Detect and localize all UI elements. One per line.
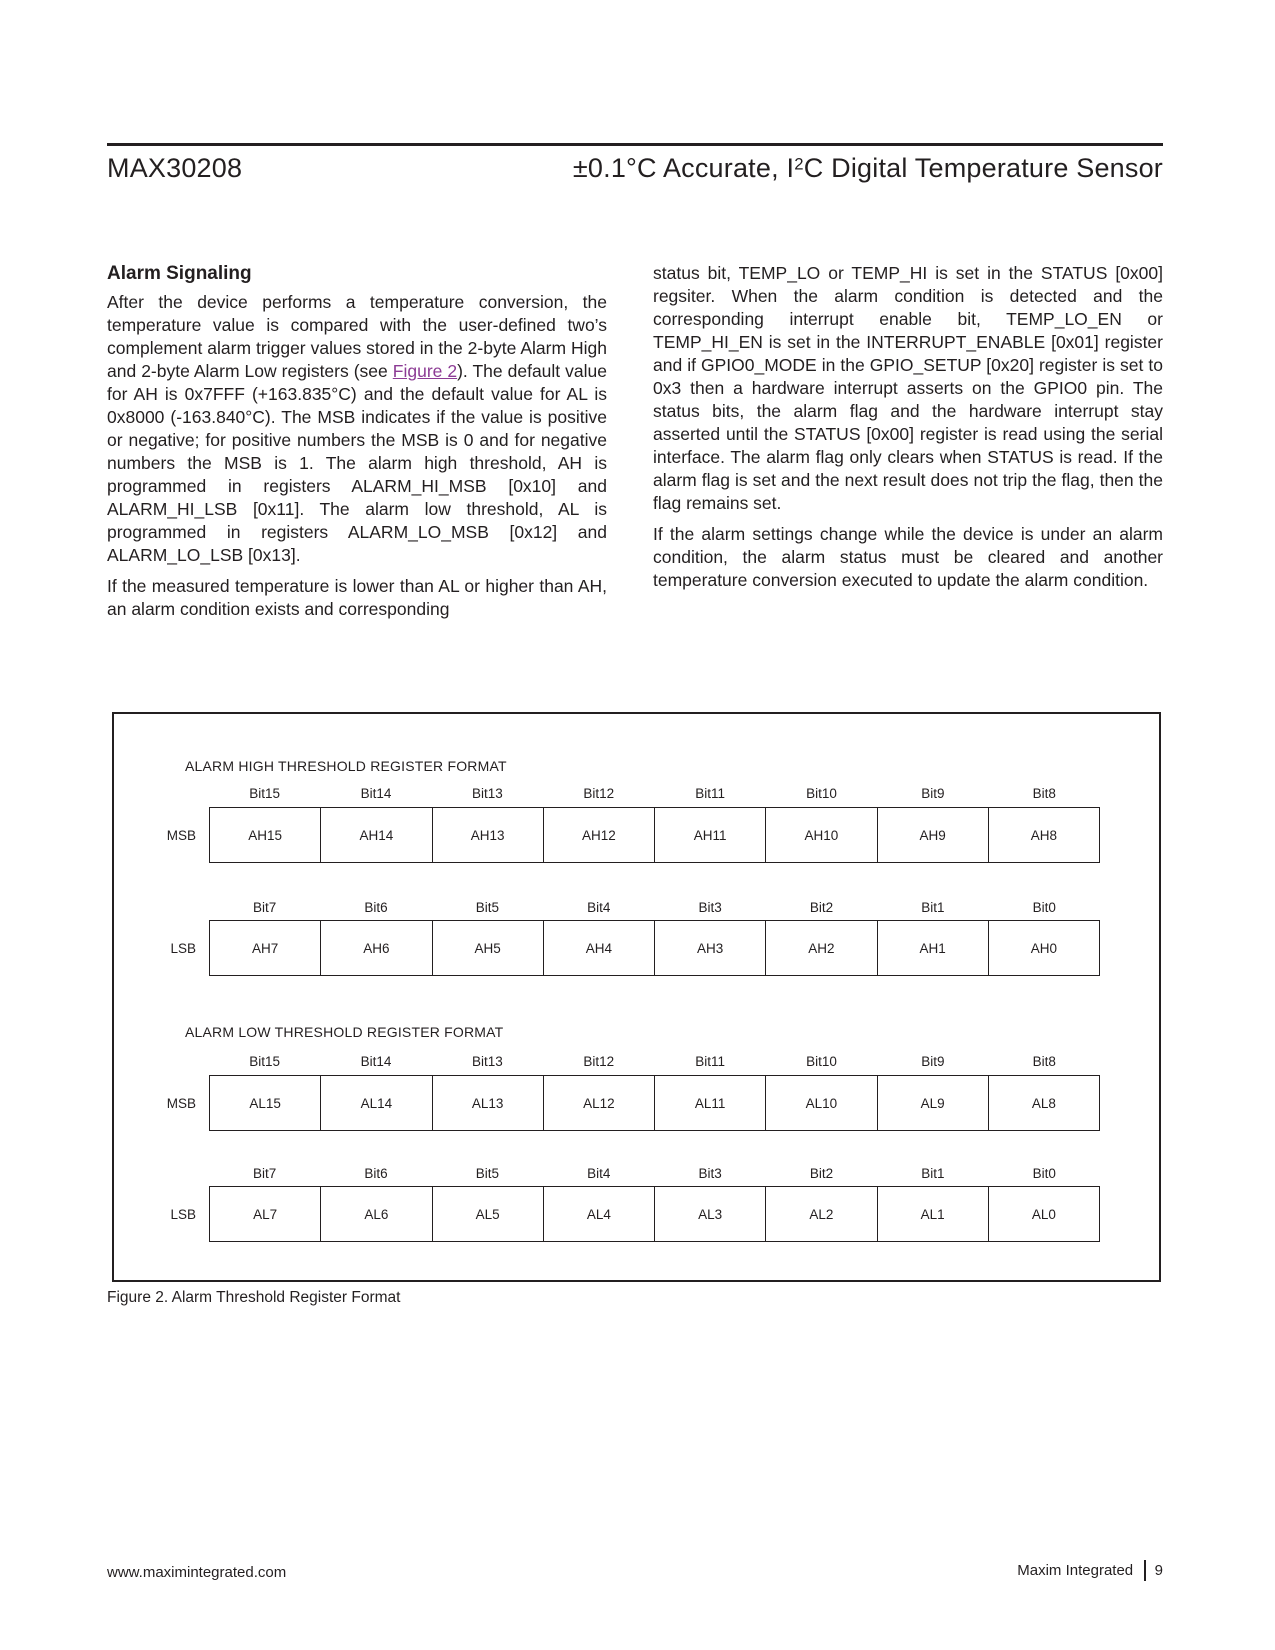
- bit-label: Bit13: [472, 1054, 503, 1069]
- register-bit-cell: AL7: [253, 1206, 278, 1222]
- bit-label: Bit7: [253, 900, 277, 915]
- bit-label: Bit12: [583, 1054, 615, 1069]
- register-bit-cell: AH2: [765, 921, 876, 975]
- register-bit-cell: AH8: [988, 808, 1099, 862]
- figure-2-link[interactable]: Figure 2: [392, 361, 458, 381]
- register-bit-cell: AL5: [432, 1187, 543, 1241]
- figure-2-box: [112, 712, 1161, 1282]
- register-bit-cell: AH3: [654, 921, 765, 975]
- page-header: [107, 143, 1163, 184]
- bit-label: Bit11: [695, 1054, 726, 1069]
- row-label-lsb: LSB: [170, 1206, 196, 1222]
- document-title: [573, 153, 1163, 184]
- register-bit-cell: AH14: [320, 808, 431, 862]
- alarm-low-lsb-cells: [209, 1186, 1100, 1242]
- alarm-high-msb-cells: [209, 807, 1100, 863]
- left-column: [107, 262, 607, 629]
- bit-label: Bit0: [1032, 1166, 1056, 1181]
- right-column: [653, 262, 1163, 629]
- page-number: 9: [1154, 1562, 1163, 1579]
- title-suffix: C Digital Temperature Sensor: [803, 153, 1163, 183]
- bit-label: Bit5: [475, 900, 500, 915]
- bit-label: Bit15: [249, 786, 281, 801]
- alarm-high-table-title: ALARM HIGH THRESHOLD REGISTER FORMAT: [185, 758, 507, 774]
- register-bit-cell: AL0: [988, 1187, 1099, 1241]
- register-bit-cell: AL4: [543, 1187, 654, 1241]
- bit-label: Bit14: [360, 1054, 392, 1069]
- register-bit-cell: AH4: [543, 921, 654, 975]
- bit-label: Bit1: [921, 1166, 945, 1181]
- register-bit-cell: AL11: [654, 1076, 765, 1130]
- register-bit-cell: AL12: [543, 1076, 654, 1130]
- bit-label: Bit10: [806, 786, 837, 801]
- bit-label: Bit3: [698, 1166, 722, 1181]
- register-bit-cell: AL1: [877, 1187, 988, 1241]
- bit-label: Bit10: [806, 1054, 837, 1069]
- alarm-high-msb-bit-labels: [209, 786, 1100, 801]
- bit-label: Bit14: [360, 786, 392, 801]
- alarm-low-msb-cells: [209, 1075, 1100, 1131]
- bit-label: Bit13: [472, 786, 503, 801]
- row-label-lsb: LSB: [170, 940, 196, 956]
- alarm-low-msb-row: [114, 1075, 1102, 1131]
- paragraph-text: After the device performs a temperature conversion, the temperature value is compared with the user-defined two’s complement alarm trigger values stored in the 2-byte Alarm High and 2-byte Alarm Low registers (see: [107, 292, 607, 381]
- bit-label: Bit7: [253, 1166, 277, 1181]
- alarm-low-msb-bit-labels: [209, 1054, 1100, 1069]
- register-bit-cell: AL2: [765, 1187, 876, 1241]
- bit-label: Bit9: [921, 1054, 945, 1069]
- alarm-high-msb-row: [114, 807, 1102, 863]
- footer-right: [1017, 1560, 1163, 1581]
- alarm-high-lsb-cells: [209, 920, 1100, 976]
- bit-label: Bit4: [587, 900, 611, 915]
- register-bit-cell: AL10: [765, 1076, 876, 1130]
- register-bit-cell: AH13: [432, 808, 543, 862]
- bit-label: Bit12: [583, 786, 615, 801]
- body-columns: [107, 262, 1163, 629]
- body-paragraph: If the alarm settings change while the device is under an alarm condition, the alarm status must be cleared and another temperature conversion executed to update the alarm condition.: [653, 524, 1163, 590]
- register-bit-cell: AH9: [877, 808, 988, 862]
- alarm-low-lsb-row: [114, 1186, 1102, 1242]
- row-label-msb: MSB: [166, 1095, 196, 1111]
- register-bit-cell: AL9: [877, 1076, 988, 1130]
- footer-website: www.maximintegrated.com: [107, 1564, 287, 1581]
- alarm-high-lsb-bit-labels: [209, 900, 1100, 915]
- bit-label: Bit15: [249, 1054, 281, 1069]
- register-bit-cell: AL8: [988, 1076, 1099, 1130]
- register-bit-cell: AH0: [988, 921, 1099, 975]
- bit-label: Bit0: [1032, 900, 1056, 915]
- bit-label: Bit8: [1032, 1054, 1056, 1069]
- register-bit-cell: AH11: [654, 808, 765, 862]
- body-paragraph: If the measured temperature is lower than AL or higher than AH, an alarm condition exists and corresponding: [107, 576, 607, 619]
- register-bit-cell: AH12: [543, 808, 654, 862]
- part-number: MAX30208: [107, 153, 243, 183]
- figure-caption: Figure 2. Alarm Threshold Register Format: [107, 1289, 401, 1306]
- bit-label: Bit3: [698, 900, 722, 915]
- alarm-high-lsb-row: [114, 920, 1102, 976]
- body-paragraph: status bit, TEMP_LO or TEMP_HI is set in the STATUS [0x00] regsiter. When the alarm condition is detected and the corresponding interrupt enable bit, TEMP_LO_EN or TEMP_HI_EN is set in the INTERRUPT_ENABLE [0x01] register and if GPIO0_MODE in the GPIO_SETUP [0x20] register is set to 0x3 then a hardware interrupt asserts on the GPIO0 pin. The status bits, the alarm flag and the hardware interrupt stay asserted until the STATUS [0x00] register is read using the serial interface. The alarm flag only clears when STATUS is read. If the alarm flag is set and the next result does not trip the flag, then the flag remains set.: [653, 263, 1163, 513]
- row-label-msb: MSB: [166, 827, 196, 843]
- register-bit-cell: AL15: [249, 1095, 281, 1111]
- register-bit-cell: AH1: [877, 921, 988, 975]
- bit-label: Bit5: [475, 1166, 500, 1181]
- register-bit-cell: AL13: [432, 1076, 543, 1130]
- register-bit-cell: AH10: [765, 808, 876, 862]
- register-bit-cell: AH7: [251, 940, 279, 956]
- bit-label: Bit2: [809, 900, 834, 915]
- alarm-low-lsb-bit-labels: [209, 1166, 1100, 1181]
- bit-label: Bit6: [364, 900, 388, 915]
- title-superscript: 2: [794, 154, 804, 174]
- bit-label: Bit2: [809, 1166, 834, 1181]
- body-paragraph: [107, 291, 607, 567]
- register-bit-cell: AH15: [248, 827, 283, 843]
- footer-company: Maxim Integrated: [1017, 1562, 1134, 1579]
- footer-divider: [1144, 1560, 1146, 1581]
- bit-label: Bit8: [1032, 786, 1056, 801]
- bit-label: Bit9: [921, 786, 945, 801]
- register-bit-cell: AH6: [320, 921, 431, 975]
- register-bit-cell: AH5: [432, 921, 543, 975]
- register-bit-cell: AL3: [654, 1187, 765, 1241]
- bit-label: Bit1: [921, 900, 945, 915]
- bit-label: Bit4: [587, 1166, 611, 1181]
- bit-label: Bit11: [695, 786, 726, 801]
- title-prefix: ±0.1°C Accurate, I: [572, 153, 795, 183]
- register-bit-cell: AL14: [320, 1076, 431, 1130]
- register-bit-cell: AL6: [320, 1187, 431, 1241]
- alarm-low-table-title: ALARM LOW THRESHOLD REGISTER FORMAT: [185, 1024, 504, 1040]
- bit-label: Bit6: [364, 1166, 388, 1181]
- section-heading: Alarm Signaling: [107, 263, 252, 284]
- paragraph-text: ). The default value for AH is 0x7FFF (+163.835°C) and the default value for AL is 0x8000 (-163.840°C). The MSB indicates if the value is positive or negative; for positive numbers the MSB is 0 and for negative numbers the MSB is 1. The alarm high threshold, AH is programmed in registers ALARM_HI_MSB [0x10] and ALARM_HI_LSB [0x11]. The alarm low threshold, AL is programmed in registers ALARM_LO_MSB [0x12] and ALARM_LO_LSB [0x13].: [107, 361, 607, 565]
